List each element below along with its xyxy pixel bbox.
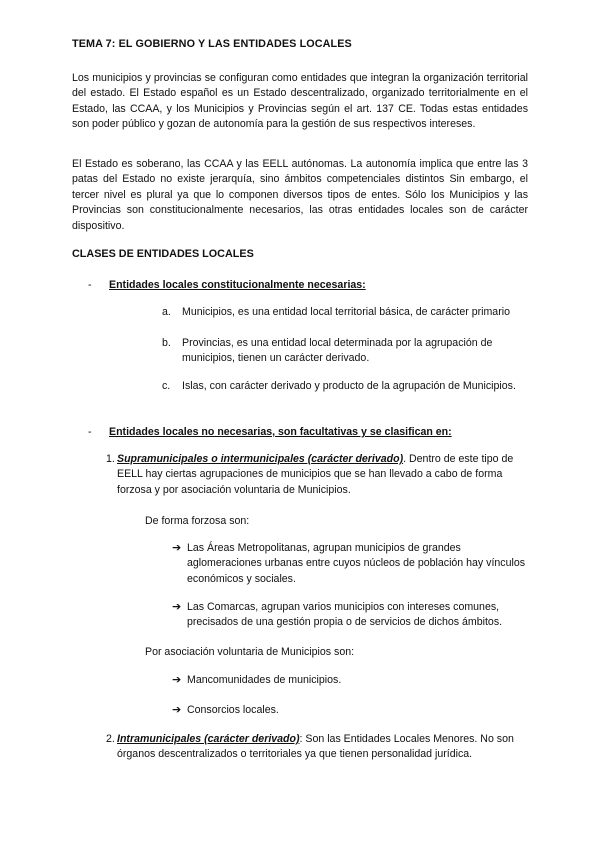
list-marker: c. [162,380,171,392]
page-title: TEMA 7: EL GOBIERNO Y LAS ENTIDADES LOCALES [72,38,352,50]
list-item-text: Las Áreas Metropolitanas, agrupan municipios de grandes aglomeraciones urbanas entre cuyos núcleos de población hay vínculos económicos y sociales. [187,542,526,585]
list-item-text: Municipios, es una entidad local territorial básica, de carácter primario [182,306,510,318]
list-item-text: Mancomunidades de municipios. [187,674,342,686]
intro-paragraph: Los municipios y provincias se configuran como entidades que integran la organización territorial del estado. El Estado español es un Estado descentralizado, organizado territorialmente en el Estado, las CCAA, y los Municipios y Provincias según el art. 137 CE. Todas estas entidades son poder público y gozan de autonomía para la gestión de sus respectivos intereses. [72,72,528,131]
supramunicipal-text [117,452,526,498]
optional-heading-text: Entidades locales no necesarias, son facultativas y se clasifican en: [109,426,452,438]
arrow-icon: ➔ [172,674,182,686]
intramunicipal-description: : Son las Entidades Locales Menores. No son órganos descentralizados o territoriales ya que tienen personalidad jurídica. [117,733,514,761]
arrow-icon: ➔ [172,542,182,554]
arrow-icon: ➔ [172,601,182,613]
arrow-icon: ➔ [172,704,182,716]
intramunicipal-text [117,732,526,763]
list-item-text: Consorcios locales. [187,704,279,716]
section-heading: CLASES DE ENTIDADES LOCALES [72,248,254,260]
list-item-text: Provincias, es una entidad local determinada por la agrupación de municipios, tienen un carácter derivado. [182,337,493,365]
autonomy-paragraph: El Estado es soberano, las CCAA y las EELL autónomas. La autonomía implica que entre las 3 patas del Estado no existe jerarquía, sino ámbitos competenciales distintos Sin embargo, el tercer nivel es plural ya que lo componen diversos tipos de entes. Sólo los Municipios y las Provincias son constitucionalmente necesarios, las otras entidades locales son de carácter dispositivo. [72,158,528,232]
intramunicipal-label: Intramunicipales (carácter derivado) [117,733,300,745]
supramunicipal-label: Supramunicipales o intermunicipales (carácter derivado) [117,453,404,465]
list-marker: 2. [106,733,115,745]
list-marker: 1. [106,453,115,465]
forced-label: De forma forzosa son: [145,515,250,527]
list-marker: a. [162,306,171,318]
dash-marker: - [88,426,92,438]
list-marker: b. [162,337,171,349]
list-item-text: Islas, con carácter derivado y producto de la agrupación de Municipios. [182,380,516,392]
supramunicipal-description: . Dentro de este tipo de EELL hay ciertas agrupaciones de municipios que se han llevado a cabo de forma forzosa y por asociación voluntaria de Municipios. [117,453,514,496]
necessary-heading-text: Entidades locales constitucionalmente necesarias: [109,279,366,291]
voluntary-label: Por asociación voluntaria de Municipios son: [145,646,355,658]
list-item-text: Las Comarcas, agrupan varios municipios con intereses comunes, precisados de una gestión propia o de servicios de dichos ámbitos. [187,601,503,629]
dash-marker: - [88,279,92,291]
